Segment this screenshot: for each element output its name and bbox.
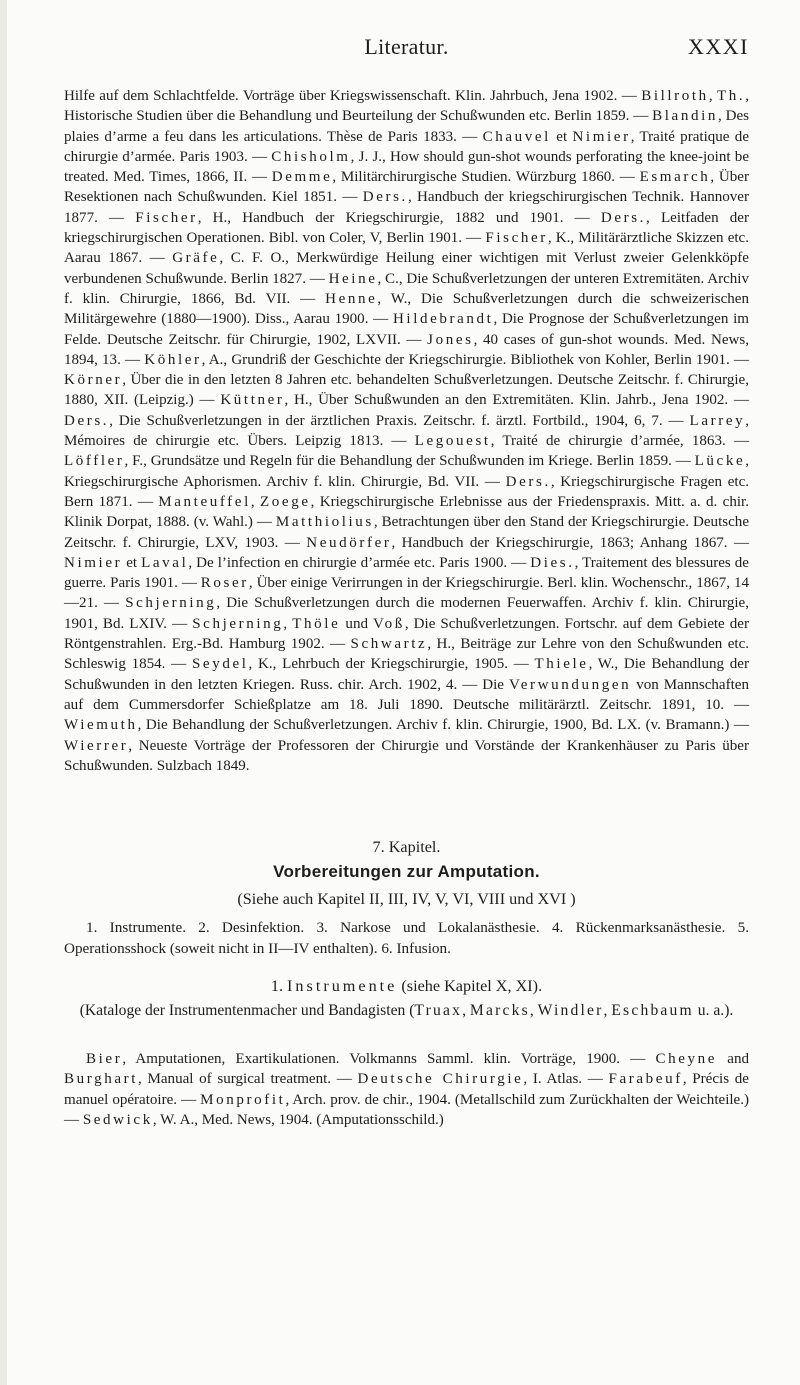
page-number: XXXI bbox=[688, 34, 749, 59]
biblio-run-text: , Die Schußverletzungen durch die modernen Feuerwaffen. Archiv f. klin. Chirurgie, 1901, Bd. LXIV. — bbox=[64, 595, 749, 632]
biblio-run-author: Schjerning bbox=[125, 595, 217, 612]
biblio-run-text: , Über einige Verirrungen in der Kriegschirurgie. Berl. klin. Wochenschr., 1867, 14—21. — bbox=[64, 575, 750, 612]
final-run-text: , Manual of surgical treatment. — bbox=[138, 1071, 358, 1088]
biblio-run-text: , C., Die Schußverletzungen der unteren Extremitäten. Archiv f. klin. Chirurgie, 1866, Bd. VII. — bbox=[64, 270, 749, 307]
biblio-run-author: Verwundungen bbox=[508, 676, 632, 693]
final-run-author: Monprofit bbox=[200, 1091, 286, 1108]
biblio-run-text: et bbox=[122, 554, 142, 571]
biblio-run-text: , Leitfaden der kriegschirurgischen Operationen. Bibl. von Coler, V, Berlin 1901. — bbox=[64, 209, 749, 247]
final-run-text: , Précis de manuel opératoire. — bbox=[64, 1071, 749, 1108]
biblio-run-text: , Die Schußverletzungen. Fortschr. auf dem Gebiete der Röntgenstrahlen. Erg.-Bd. Hamburg 1902. — bbox=[64, 615, 750, 653]
biblio-run-text: , Die Behandlung der Schußverletzungen. Archiv f. klin. Chirurgie, 1900, Bd. LX. (v. Bramann.) — bbox=[137, 717, 749, 734]
biblio-run-text: , 40 cases of gun-shot wounds. Med. News, 1894, 13. — bbox=[64, 331, 749, 368]
bibliography-paragraph bbox=[64, 86, 749, 776]
biblio-run-text: , J. J., How should gun-shot wounds perforating the knee-joint be treated. Med. Times, 1866, II. — bbox=[64, 148, 749, 186]
biblio-run-author: Seydel bbox=[191, 656, 249, 673]
biblio-run-text: , Des plaies d’arme a feu dans les articulations. Thèse de Paris 1833. — bbox=[64, 108, 749, 145]
biblio-run-author: Heine bbox=[328, 270, 378, 287]
chapter-number: 7. Kapitel. bbox=[372, 838, 441, 856]
biblio-run-author: Ders. bbox=[362, 189, 408, 206]
biblio-run-author: Zoege bbox=[260, 493, 311, 510]
page-edge-shadow bbox=[0, 0, 7, 1385]
biblio-run-author: Gräfe bbox=[172, 250, 220, 267]
biblio-run-author: Lücke bbox=[694, 453, 746, 470]
biblio-run-author: Ders. bbox=[64, 412, 110, 429]
running-title: Literatur. bbox=[364, 34, 449, 59]
biblio-run-author: Thiele bbox=[534, 656, 589, 673]
final-run-text: and bbox=[717, 1051, 749, 1067]
final-run-text: , Arch. prov. de chir., 1904. (Metallschild zum Zurückhalten der Weichteile.) — bbox=[64, 1091, 750, 1128]
biblio-run-text: , C. F. O., Merkwürdige Heilung einer wichtigen mit Verlust zweier Gelenkköpfe verbundenen Schußwunde. Berlin 1827. — bbox=[64, 250, 749, 287]
chapter-cross-reference: (Siehe auch Kapitel II, III, IV, V, VI, VIII und XVI ) bbox=[237, 890, 576, 908]
biblio-run-author: Laval bbox=[141, 554, 189, 571]
catalog-run-text: (Kataloge der Instrumentenmacher und Bandagisten ( bbox=[79, 1002, 415, 1019]
biblio-run-text: , W., Die Schußverletzungen durch die schweizerischen Militärgewehre (1880—1900). Diss., Aarau 1900. — bbox=[64, 290, 749, 328]
catalog-run-text: , bbox=[529, 1002, 538, 1019]
biblio-run-author: Th. bbox=[716, 88, 746, 104]
biblio-run-text: , bbox=[250, 493, 260, 510]
biblio-run-author: Manteuffel bbox=[158, 493, 251, 510]
biblio-run-author: Schwartz bbox=[350, 636, 428, 653]
running-header bbox=[64, 34, 749, 64]
biblio-run-author: Chisholm bbox=[271, 148, 351, 165]
final-run-author: Deutsche Chirurgie bbox=[357, 1071, 524, 1088]
biblio-run-author: Körner bbox=[64, 372, 123, 389]
biblio-run-author: Jones bbox=[427, 331, 474, 348]
biblio-run-author: Larrey bbox=[689, 412, 746, 429]
biblio-run-author: Billroth bbox=[641, 88, 709, 104]
biblio-run-author: Wiemuth bbox=[64, 717, 138, 734]
catalog-run-author: Truax bbox=[414, 1002, 463, 1019]
subsection-heading bbox=[64, 977, 749, 996]
biblio-run-text: , bbox=[708, 88, 717, 104]
biblio-run-text: , Kriegschirurgische Aphorismen. Archiv f. klin. Chirurgie, Bd. VII. — bbox=[64, 453, 749, 490]
biblio-run-text: , W., Die Behandlung der Schußwunden in den letzten Kriegen. Russ. chir. Arch. 1902, 4. — Die bbox=[64, 656, 749, 693]
biblio-run-author: Dies. bbox=[530, 554, 575, 571]
catalog-run-text: , bbox=[603, 1002, 612, 1019]
biblio-run-author: Matthiolius bbox=[275, 514, 374, 531]
catalog-run-text: u. a.). bbox=[693, 1002, 734, 1019]
biblio-run-author: Löffler bbox=[64, 453, 125, 470]
biblio-run-text: , Handbuch der kriegschirurgischen Technik. Hannover 1877. — bbox=[64, 189, 749, 226]
biblio-run-text: , K., Militärärztliche Skizzen etc. Aarau 1867. — bbox=[64, 230, 749, 267]
final-run-author: Sedwick bbox=[82, 1111, 153, 1128]
biblio-run-author: Fischer bbox=[485, 230, 548, 247]
biblio-run-text: , Über die in den letzten 8 Jahren etc. behandelten Schußverletzungen. Deutsche Zeitschr. f. Chirurgie, 1880, XII. (Leipzig.) — bbox=[64, 372, 749, 409]
biblio-run-text: , De l’infection en chirurgie d’armée etc. Paris 1900. — bbox=[188, 554, 531, 571]
catalog-run-text: , bbox=[462, 1002, 470, 1019]
biblio-run-author: Nimier bbox=[64, 554, 123, 571]
subsection-title: Instrumente bbox=[287, 977, 398, 995]
biblio-run-text: Hilfe auf dem Schlachtfelde. Vorträge über Kriegswissenschaft. Klin. Jahrbuch, Jena 1902. — bbox=[64, 88, 642, 104]
biblio-run-text: , H., Über Schußwunden an den Extremitäten. Klin. Jahrb., Jena 1902. — bbox=[284, 392, 749, 409]
biblio-run-author: Thöle bbox=[292, 615, 341, 632]
final-run-text: , W. A., Med. News, 1904. (Amputationsschild.) bbox=[152, 1111, 444, 1128]
amputation-literature-paragraph bbox=[64, 1049, 749, 1130]
biblio-run-author: Neudörfer bbox=[306, 534, 392, 551]
biblio-run-author: Wierrer bbox=[64, 737, 129, 754]
final-run-author: Bier bbox=[86, 1051, 123, 1067]
biblio-run-author: Schjerning bbox=[192, 615, 284, 632]
bibliography-body bbox=[64, 86, 749, 776]
biblio-run-text: et bbox=[550, 128, 573, 145]
biblio-run-text: , Mémoires de chirurgie etc. Übers. Leipzig 1813. — bbox=[64, 412, 749, 450]
biblio-run-text: , A., Grundriß der Geschichte der Kriegschirurgie. Bibliothek von Kohler, Berlin 1901. — bbox=[201, 351, 749, 368]
biblio-run-text: , Betrachtungen über den Stand der Kriegschirurgie. Deutsche Zeitschr. f. Chirurgie, LXV, 1903. — bbox=[64, 514, 749, 551]
biblio-run-author: Demme bbox=[271, 169, 333, 186]
final-run-author: Burghart bbox=[64, 1071, 139, 1088]
biblio-run-text: , Traité pratique de chirurgie d’armée. Paris 1903. — bbox=[64, 128, 749, 165]
biblio-run-text: , H., Beiträge zur Lehre von den Schußwunden etc. Schleswig 1854. — bbox=[64, 636, 750, 673]
biblio-run-text: , bbox=[283, 615, 293, 632]
biblio-run-author: Esmarch bbox=[639, 169, 711, 186]
biblio-run-text: , Über Resektionen nach Schußwunden. Kiel 1851. — bbox=[64, 169, 749, 206]
biblio-run-text: , Kriegschirurgische Erlebnisse aus der Friedenspraxis. Mitt. a. d. chir. Klinik Dorpat, 1888. (v. Wahl.) — bbox=[64, 493, 749, 531]
chapter-section-list: 1. Instrumente. 2. Desinfektion. 3. Narkose und Lokalanästhesie. 4. Rückenmarksanästhesie. 5. Operationsshock (soweit nicht in II—IV enthalten). 6. Infusion. bbox=[64, 919, 749, 957]
biblio-run-author: Nimier bbox=[572, 128, 631, 145]
biblio-run-author: Fischer bbox=[135, 209, 198, 226]
biblio-run-text: von Mannschaften auf dem Cummersdorfer Schießplatze am 18. Juli 1890. Deutsche militärärztl. Zeitschr. 1891, 10. — bbox=[64, 676, 749, 713]
biblio-run-text: , Kriegschirurgische Fragen etc. Bern 1871. — bbox=[64, 473, 750, 510]
biblio-run-author: Legouest bbox=[414, 433, 491, 450]
biblio-run-author: Hildebrandt bbox=[392, 311, 494, 328]
biblio-run-author: Blandin bbox=[652, 108, 718, 125]
biblio-run-author: Henne bbox=[325, 290, 378, 307]
biblio-run-text: , H., Handbuch der Kriegschirurgie, 1882 und 1901. — bbox=[197, 209, 601, 226]
biblio-run-author: Köhler bbox=[144, 351, 202, 368]
biblio-run-text: , Die Prognose der Schußverletzungen im Felde. Deutsche Zeitschr. für Chirurgie, 1902, LXVII. — bbox=[64, 311, 749, 348]
biblio-run-text: , Historische Studien über die Behandlung und Beurteilung der Schußwunden etc. Berlin 1859. — bbox=[64, 88, 749, 125]
biblio-run-text: , Die Schußverletzungen in der ärztlichen Praxis. Zeitschr. f. ärztl. Fortbild., 1904, 6, 7. — bbox=[109, 412, 690, 429]
biblio-run-author: Küttner bbox=[220, 392, 285, 409]
final-run-text: , Amputationen, Exartikulationen. Volkmanns Samml. klin. Vorträge, 1900. — bbox=[122, 1051, 656, 1067]
biblio-run-text: , Neueste Vorträge der Professoren der Chirurgie und Vorstände der Krankenhäuser zu Paris über Schußwunden. Sulzbach 1849. bbox=[64, 737, 749, 774]
biblio-run-author: Ders. bbox=[505, 473, 551, 490]
final-run-text: , I. Atlas. — bbox=[523, 1071, 609, 1088]
catalog-note bbox=[64, 1000, 749, 1021]
biblio-run-text: , Traitement des blessures de guerre. Paris 1901. — bbox=[64, 554, 749, 592]
catalog-run-author: Windler bbox=[537, 1002, 604, 1019]
biblio-run-text: , Traité de chirurgie d’armée, 1863. — bbox=[490, 433, 749, 450]
biblio-run-author: Chauvel bbox=[482, 128, 551, 145]
biblio-run-author: Voß bbox=[373, 615, 405, 632]
biblio-run-text: , Handbuch der Kriegschirurgie, 1863; Anhang 1867. — bbox=[391, 534, 749, 551]
biblio-run-author: Roser bbox=[200, 575, 249, 592]
biblio-run-author: Ders. bbox=[600, 209, 647, 226]
biblio-run-text: und bbox=[340, 615, 374, 632]
final-run-author: Farabeuf bbox=[608, 1071, 683, 1088]
biblio-run-text: , Militärchirurgische Studien. Würzburg 1860. — bbox=[332, 169, 640, 186]
subsection-note: (siehe Kapitel X, XI). bbox=[401, 977, 543, 995]
catalog-run-author: Eschbaum bbox=[611, 1002, 694, 1019]
biblio-run-text: , K., Lehrbuch der Kriegschirurgie, 1905. — bbox=[248, 656, 535, 673]
biblio-run-text: , F., Grundsätze und Regeln für die Behandlung der Schußwunden im Kriege. Berlin 1859. — bbox=[124, 453, 695, 470]
subsection-number: 1. bbox=[270, 977, 283, 995]
catalog-run-author: Marcks bbox=[469, 1002, 530, 1019]
chapter-title: Vorbereitungen zur Amputation. bbox=[273, 862, 540, 881]
final-run-author: Cheyne bbox=[655, 1051, 718, 1067]
